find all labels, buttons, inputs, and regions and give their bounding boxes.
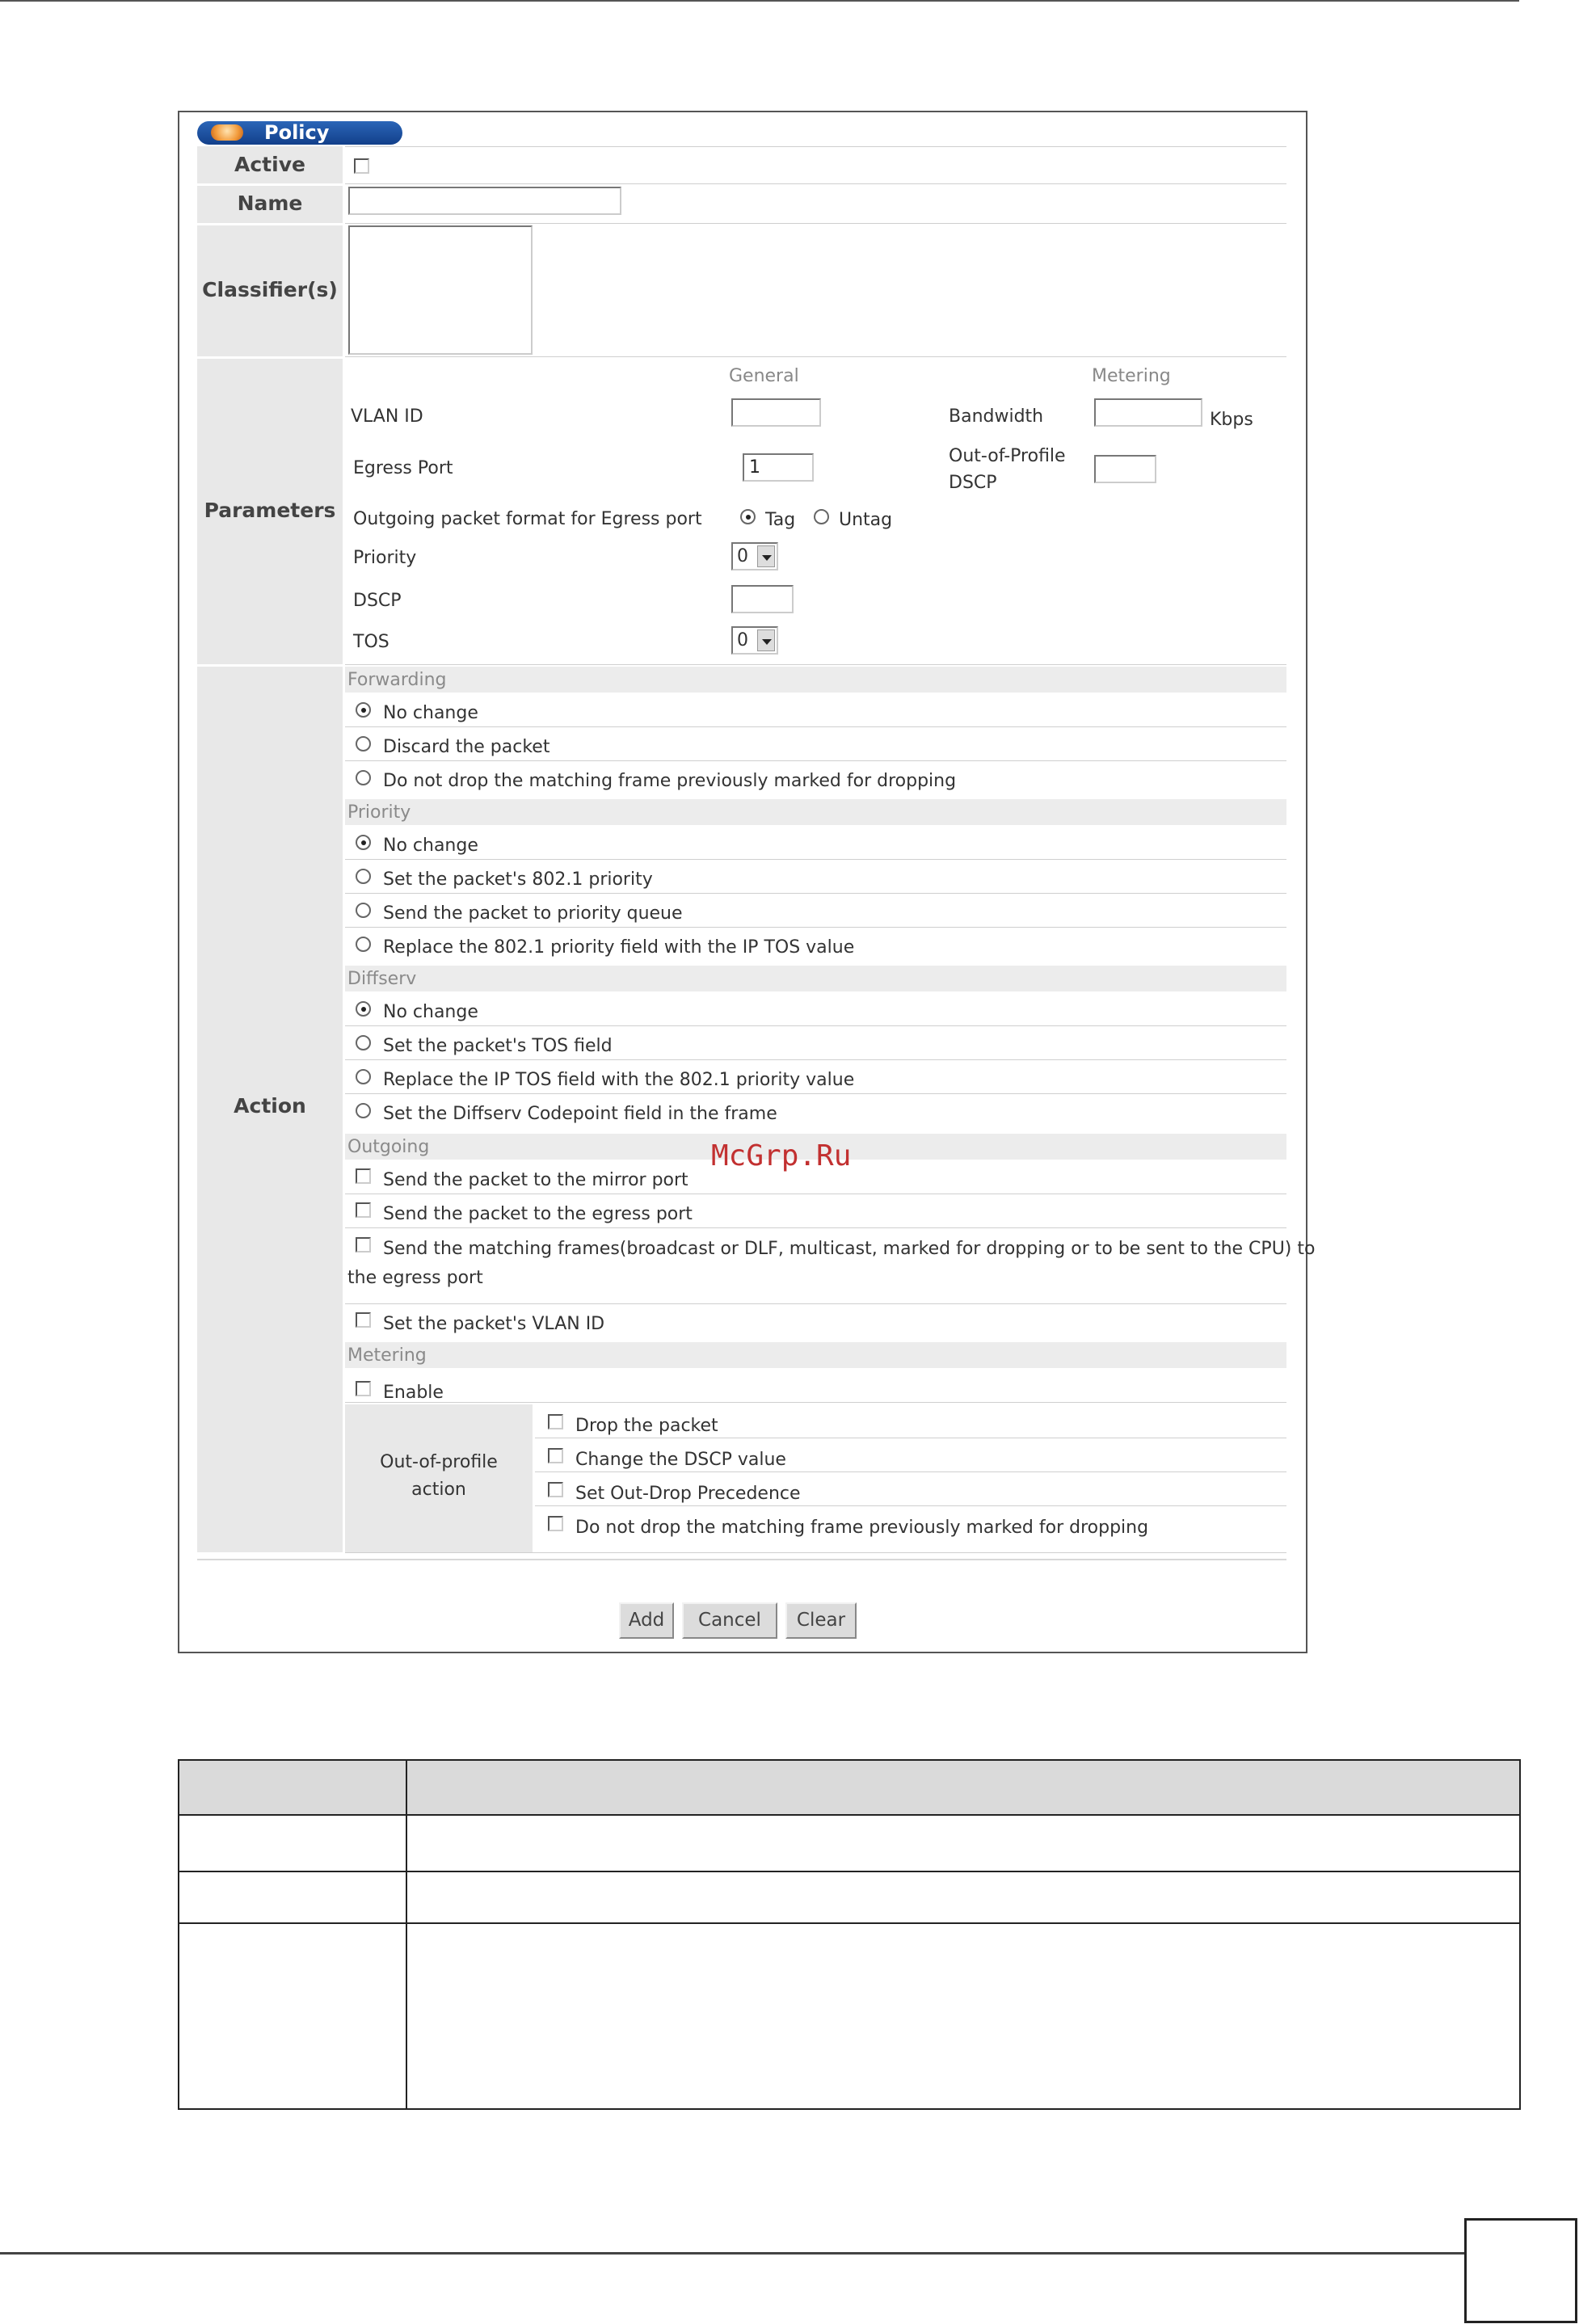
outgoing-format-label: Outgoing packet format for Egress port bbox=[353, 509, 702, 529]
classifiers-label: Classifier(s) bbox=[202, 278, 338, 301]
oop-do-not-drop-checkbox[interactable] bbox=[548, 1516, 563, 1531]
metering-header-bar bbox=[345, 1342, 1286, 1368]
matching-frames-label-line2: the egress port bbox=[347, 1268, 483, 1288]
vlan-id-label: VLAN ID bbox=[351, 406, 423, 427]
untag-label: Untag bbox=[839, 510, 893, 530]
oop-dscp-label-line2: DSCP bbox=[949, 473, 997, 493]
active-checkbox[interactable] bbox=[354, 158, 369, 174]
out-drop-precedence-checkbox[interactable] bbox=[548, 1482, 563, 1497]
action-label: Action bbox=[234, 1094, 306, 1118]
priority-option: Send the packet to priority queue bbox=[383, 903, 683, 924]
oop-option: Drop the packet bbox=[575, 1416, 718, 1436]
classifiers-list[interactable] bbox=[348, 225, 533, 355]
policy-panel bbox=[178, 111, 1316, 1653]
active-label: Active bbox=[234, 153, 305, 176]
forwarding-no-change-radio[interactable] bbox=[356, 702, 371, 718]
oop-option: Set Out-Drop Precedence bbox=[575, 1484, 801, 1504]
set-vlan-id-label: Set the packet's VLAN ID bbox=[383, 1314, 605, 1334]
egress-port-action-label: Send the packet to the egress port bbox=[383, 1204, 693, 1224]
oop-action-label-line1: Out-of-profile bbox=[380, 1452, 498, 1472]
oop-option: Change the DSCP value bbox=[575, 1450, 786, 1470]
diffserv-option: Replace the IP TOS field with the 802.1 priority value bbox=[383, 1070, 855, 1090]
watermark: McGrp.Ru bbox=[711, 1139, 852, 1173]
tag-radio[interactable] bbox=[740, 509, 756, 524]
policy-title: Policy bbox=[264, 121, 330, 144]
tos-select[interactable]: 0 bbox=[731, 626, 778, 655]
egress-port-checkbox[interactable] bbox=[356, 1202, 371, 1218]
metering-header: Metering bbox=[1092, 366, 1171, 386]
clear-button[interactable]: Clear bbox=[785, 1602, 857, 1639]
bandwidth-input[interactable] bbox=[1094, 398, 1202, 427]
diffserv-header: Diffserv bbox=[347, 969, 417, 989]
oop-dscp-label-line1: Out-of-Profile bbox=[949, 446, 1066, 466]
priority-label: Priority bbox=[353, 548, 417, 568]
tag-label: Tag bbox=[765, 510, 796, 530]
diffserv-no-change-radio[interactable] bbox=[356, 1001, 371, 1017]
egress-port-input[interactable] bbox=[743, 453, 814, 482]
oop-action-label-cell bbox=[345, 1404, 533, 1552]
outgoing-header: Outgoing bbox=[347, 1137, 430, 1157]
forwarding-do-not-drop-radio[interactable] bbox=[356, 770, 371, 785]
vlan-id-input[interactable] bbox=[731, 398, 821, 427]
dscp-label: DSCP bbox=[353, 591, 402, 611]
priority-option: Set the packet's 802.1 priority bbox=[383, 869, 653, 890]
oop-action-label-line2: action bbox=[411, 1480, 466, 1500]
forwarding-option: Do not drop the matching frame previously marked for dropping bbox=[383, 771, 957, 791]
metering-header: Metering bbox=[347, 1345, 427, 1366]
tos-label: TOS bbox=[353, 632, 389, 652]
table-header bbox=[179, 1761, 1519, 1816]
policy-icon bbox=[211, 124, 243, 141]
forwarding-option: No change bbox=[383, 703, 478, 723]
policy-title-bar bbox=[197, 121, 402, 145]
top-rule bbox=[0, 0, 1519, 2]
matching-frames-label-line1: Send the matching frames(broadcast or DLF, multicast, marked for dropping or to be sent to the CPU) to bbox=[383, 1239, 1316, 1259]
diffserv-option: Set the packet's TOS field bbox=[383, 1036, 613, 1056]
add-button[interactable]: Add bbox=[619, 1602, 674, 1639]
vlan-id-checkbox[interactable] bbox=[356, 1312, 371, 1328]
cancel-button[interactable]: Cancel bbox=[682, 1602, 777, 1639]
egress-port-label: Egress Port bbox=[353, 458, 453, 478]
priority-header: Priority bbox=[347, 802, 411, 823]
name-label: Name bbox=[237, 192, 303, 215]
mirror-port-label: Send the packet to the mirror port bbox=[383, 1170, 688, 1190]
table-row bbox=[179, 1871, 1519, 1872]
priority-select[interactable]: 0 bbox=[731, 542, 778, 570]
metering-enable-label: Enable bbox=[383, 1383, 444, 1403]
diffserv-option: Set the Diffserv Codepoint field in the frame bbox=[383, 1104, 777, 1124]
description-table bbox=[178, 1759, 1521, 2110]
priority-option: Replace the 802.1 priority field with the IP TOS value bbox=[383, 937, 855, 958]
table-row bbox=[179, 1922, 1519, 1924]
page-number-box bbox=[1464, 2218, 1577, 2323]
oop-option: Do not drop the matching frame previously marked for dropping bbox=[575, 1518, 1149, 1538]
diffserv-set-tos-radio[interactable] bbox=[356, 1035, 371, 1050]
forwarding-discard-radio[interactable] bbox=[356, 736, 371, 752]
priority-replace-radio[interactable] bbox=[356, 937, 371, 952]
untag-radio[interactable] bbox=[814, 509, 829, 524]
oop-dscp-input[interactable] bbox=[1094, 455, 1156, 483]
chevron-down-icon bbox=[757, 629, 775, 651]
priority-header-bar bbox=[345, 799, 1286, 825]
parameters-label: Parameters bbox=[204, 499, 336, 522]
drop-packet-checkbox[interactable] bbox=[548, 1414, 563, 1429]
bandwidth-unit: Kbps bbox=[1210, 410, 1253, 430]
name-input[interactable] bbox=[348, 187, 621, 215]
priority-set-802-1-radio[interactable] bbox=[356, 869, 371, 884]
general-header: General bbox=[729, 366, 799, 386]
priority-option: No change bbox=[383, 836, 478, 856]
forwarding-header: Forwarding bbox=[347, 670, 447, 690]
diffserv-replace-tos-radio[interactable] bbox=[356, 1069, 371, 1084]
bandwidth-label: Bandwidth bbox=[949, 406, 1044, 427]
matching-frames-checkbox[interactable] bbox=[356, 1237, 371, 1253]
dscp-input[interactable] bbox=[731, 585, 794, 613]
diffserv-header-bar bbox=[345, 966, 1286, 991]
diffserv-option: No change bbox=[383, 1002, 478, 1022]
change-dscp-checkbox[interactable] bbox=[548, 1448, 563, 1463]
table-column-divider bbox=[406, 1761, 407, 2108]
metering-enable-checkbox[interactable] bbox=[356, 1381, 371, 1396]
chevron-down-icon bbox=[757, 545, 775, 567]
mirror-port-checkbox[interactable] bbox=[356, 1168, 371, 1184]
forwarding-header-bar bbox=[345, 667, 1286, 693]
diffserv-codepoint-radio[interactable] bbox=[356, 1103, 371, 1118]
priority-no-change-radio[interactable] bbox=[356, 835, 371, 850]
forwarding-option: Discard the packet bbox=[383, 737, 550, 757]
priority-queue-radio[interactable] bbox=[356, 903, 371, 918]
footer-rule bbox=[0, 2252, 1464, 2255]
